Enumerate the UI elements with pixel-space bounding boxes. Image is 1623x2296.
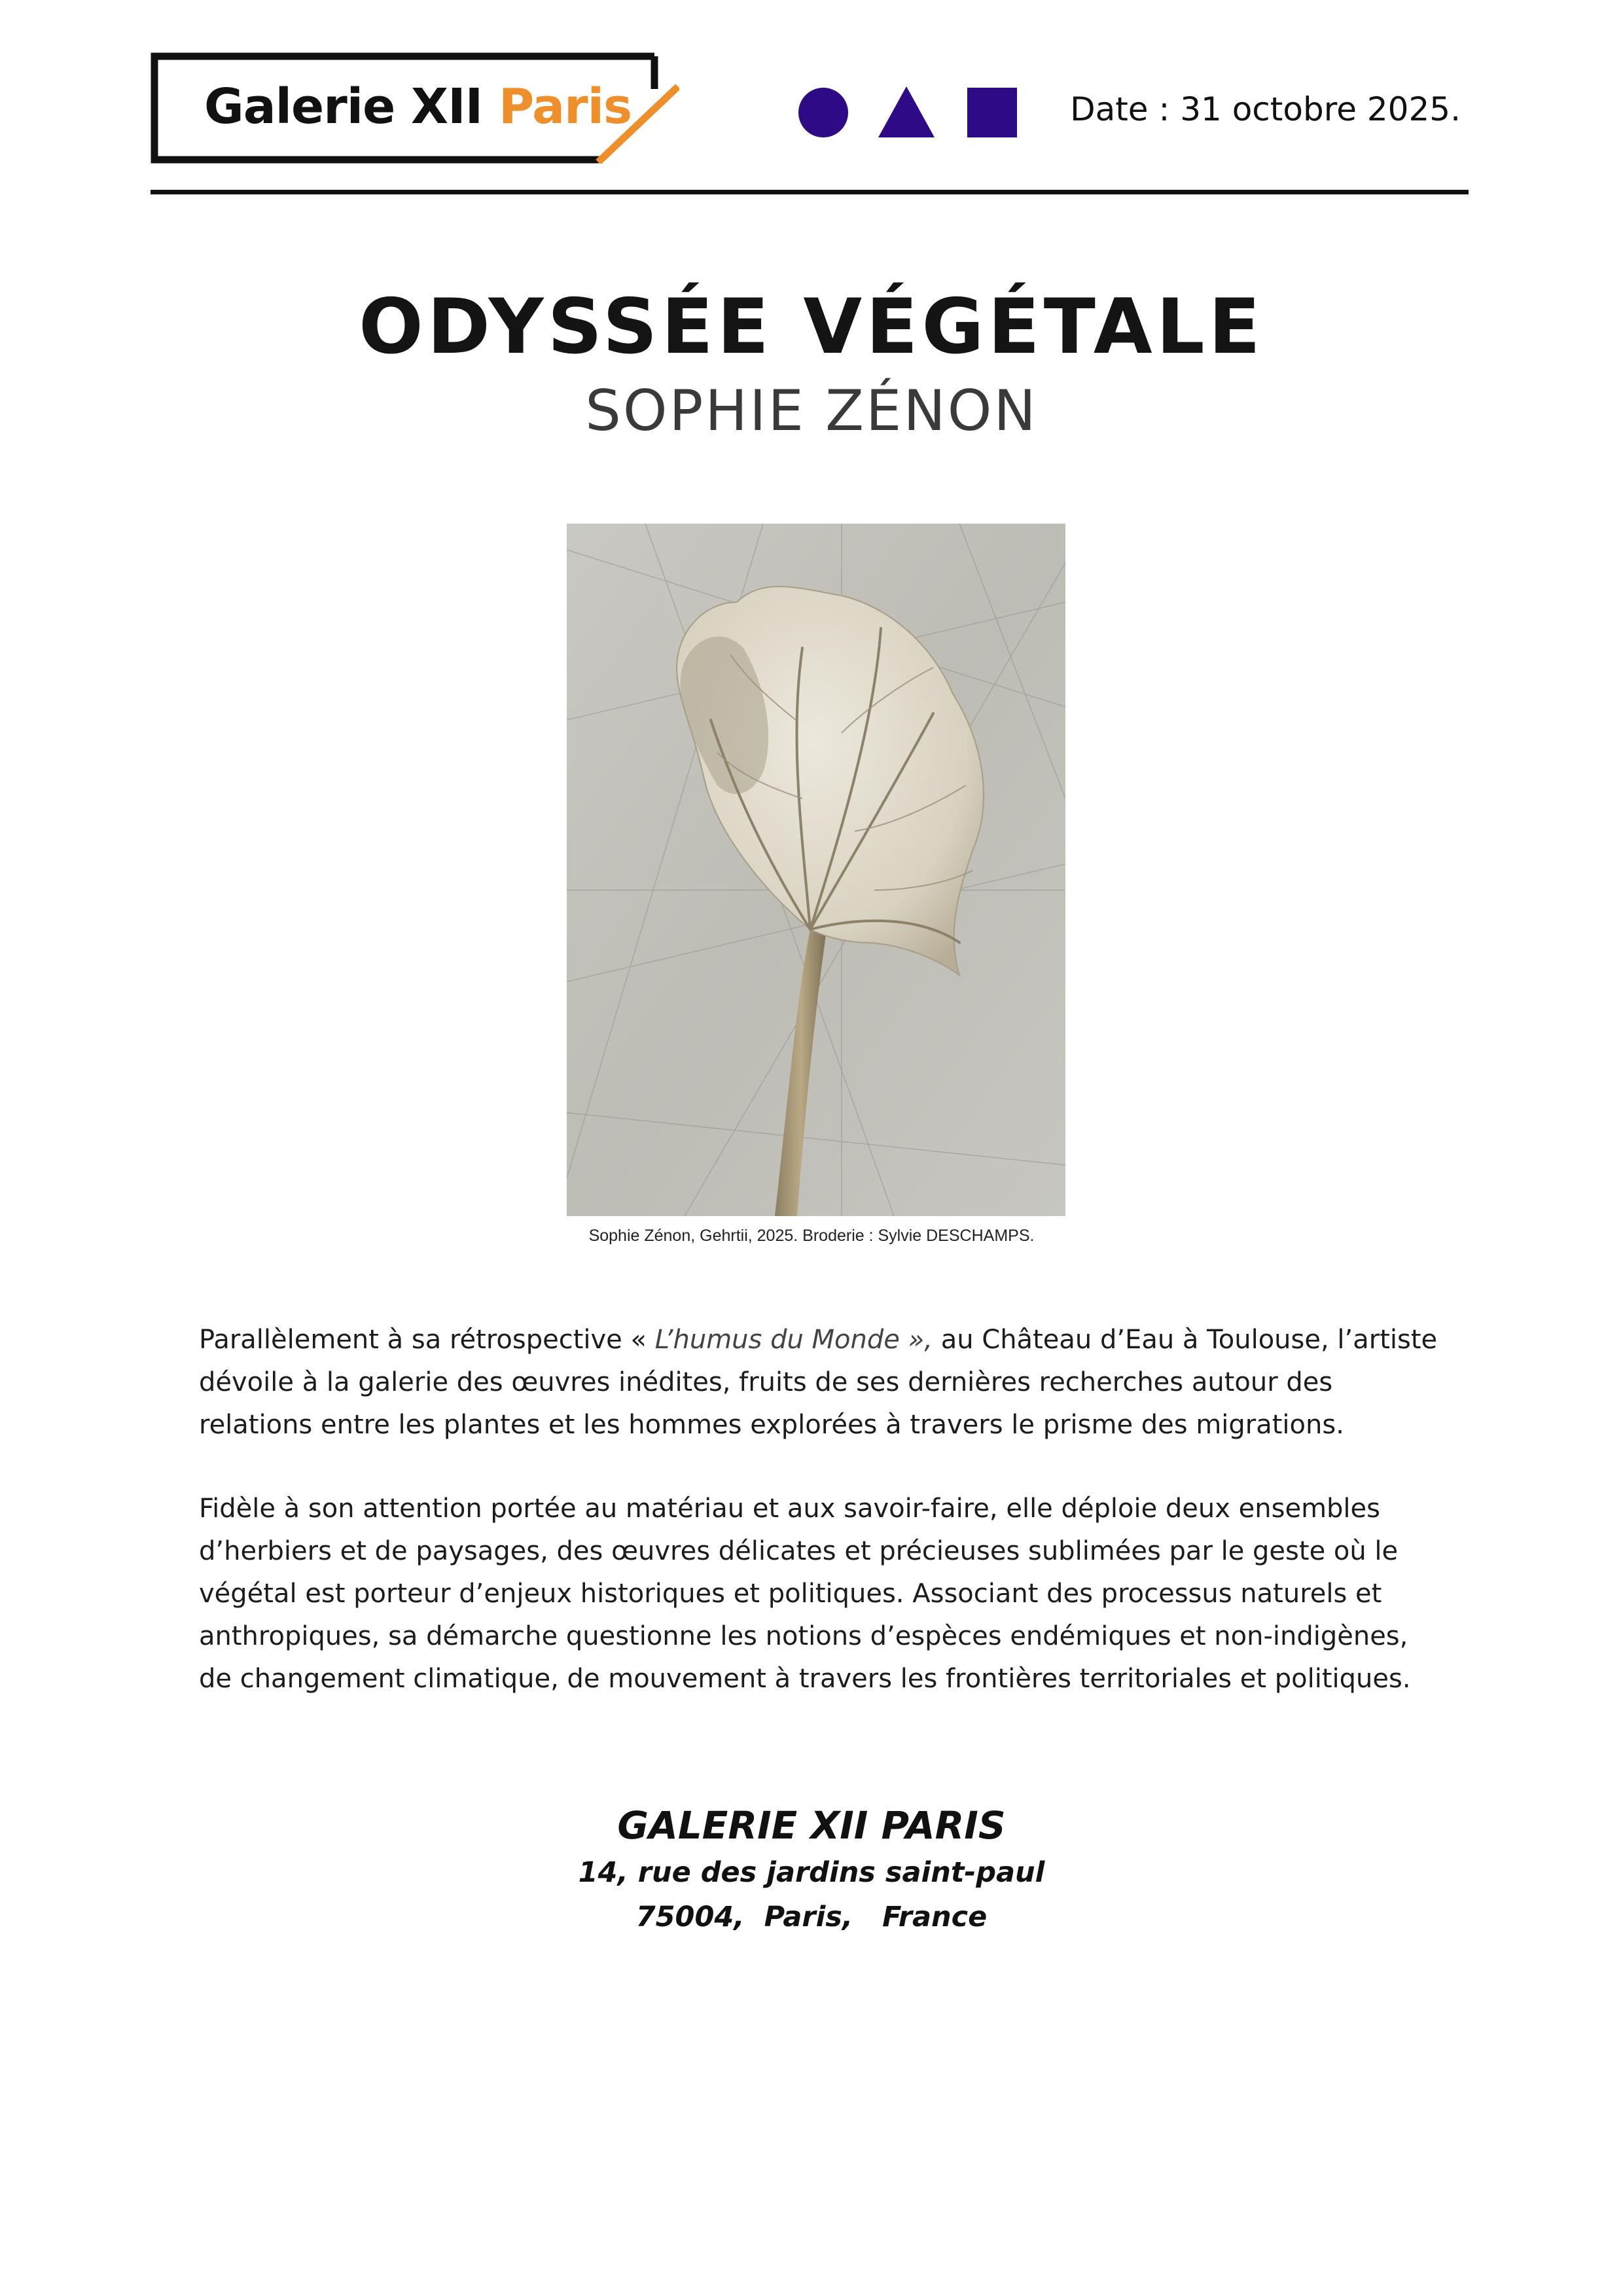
address-gallery-name: GALERIE XII PARIS [617,1803,1006,1848]
document-date: Date : 31 octobre 2025. [1070,90,1461,128]
intro-text-start: Parallèlement à sa rétrospective « [199,1325,655,1355]
paragraph-description: Fidèle à son attention portée au matériau et aux savoir-faire, elle déploie deux ensembles d’herbiers et de paysages, des œuvres délicates et précieuses sublimées par le geste où le végétal est porteur d’enjeux historiques et politiques. Associant des processus naturels et anthropiques, sa démarche questionne les notions d’espèces endémiques et non-indigènes, de changement climatique, de mouvement à travers les frontières territoriales et politiques. [199,1494,1411,1694]
exhibition-title: ODYSSÉE VÉGÉTALE [359,283,1264,371]
logo-wordmark [204,79,632,135]
address-city: 75004, Paris, France [635,1901,988,1933]
artwork-caption: Sophie Zénon, Gehrtii, 2025. Broderie : Sylvie DESCHAMPS. [588,1227,1035,1245]
header-divider [151,190,1469,194]
exhibition-reference: L’humus du Monde », [654,1325,933,1355]
square-icon [967,88,1017,137]
circle-icon [798,88,848,137]
address-street: 14, rue des jardins saint-paul [578,1856,1045,1889]
triangle-icon [878,86,935,137]
gallery-logo [151,52,679,164]
intro-text-end: au Château d’Eau à Toulouse, l’artiste dévoile à la galerie des œuvres inédites, fruits de ses dernières recherches autour des relations entre les plantes et les hommes explorées à travers le prisme des migrations. [199,1325,1438,1440]
artwork-image [567,524,1065,1216]
paragraph-intro [199,1319,1449,1446]
logo-name: Galerie XII [204,79,483,135]
artist-name: SOPHIE ZÉNON [585,378,1038,444]
logo-accent: Paris [498,79,632,135]
shapes-logo [797,86,1020,139]
